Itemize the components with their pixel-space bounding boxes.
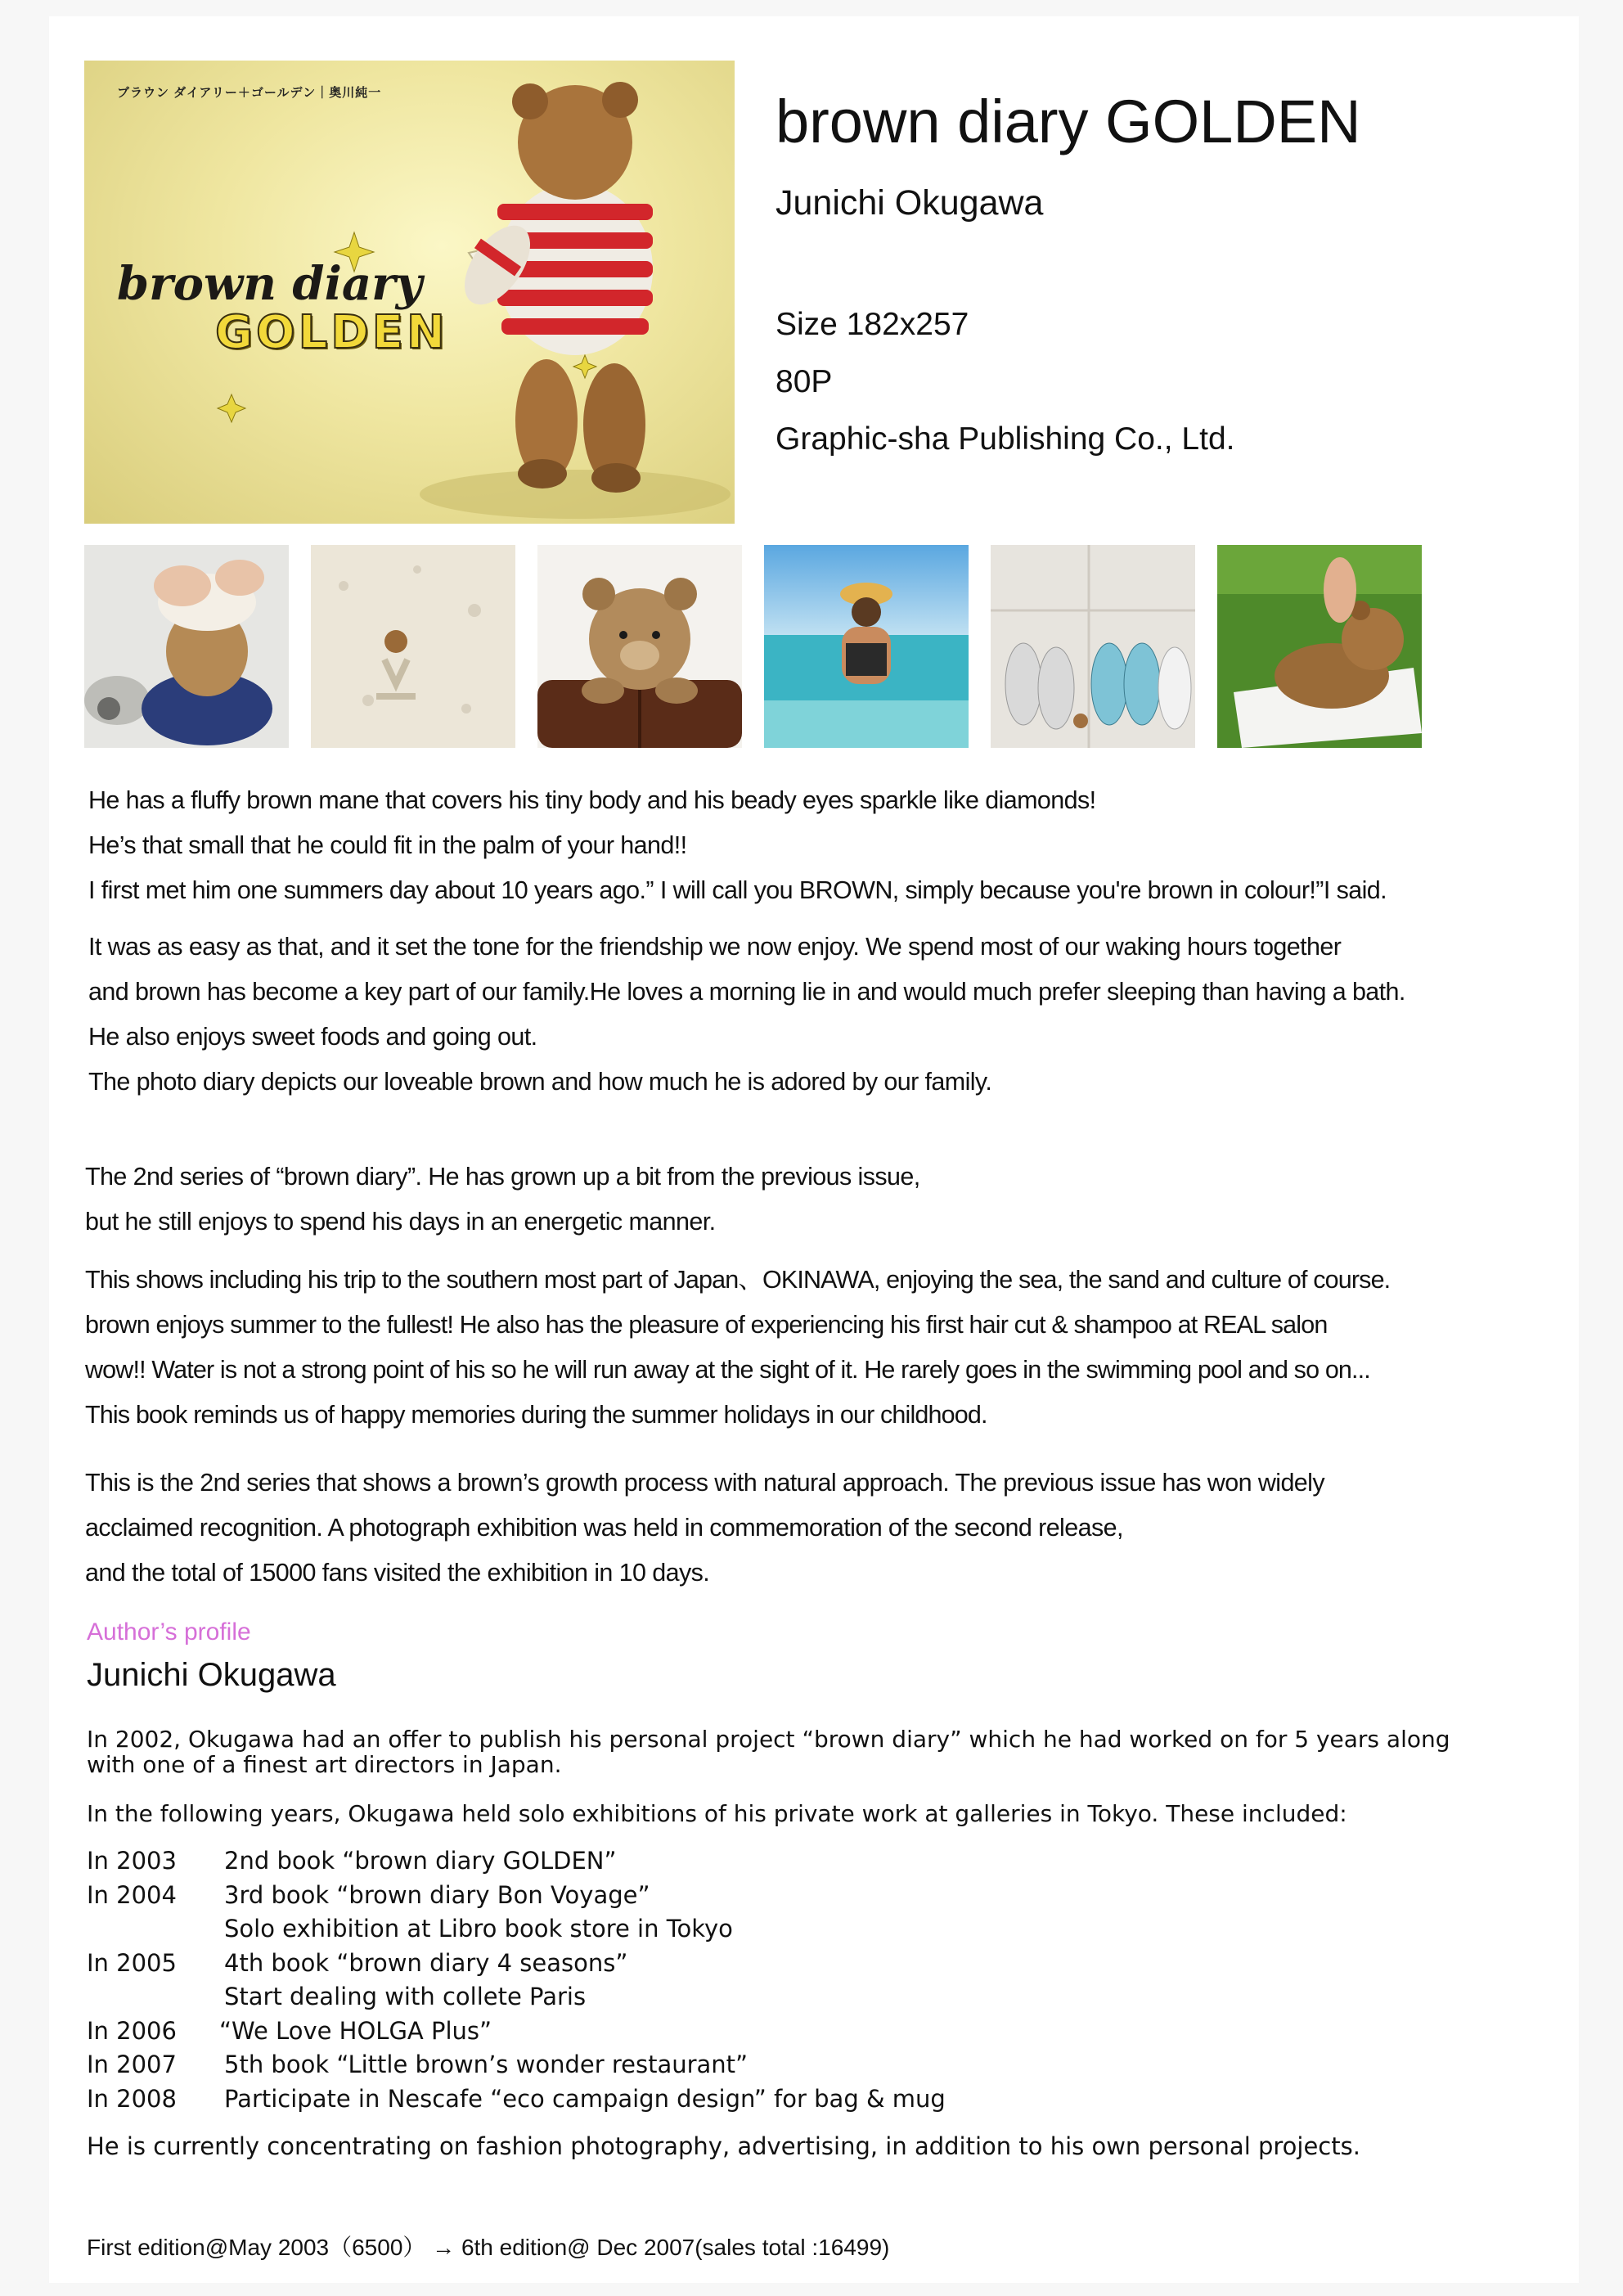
thumbnail-washing-photo bbox=[84, 545, 289, 748]
thumbnail-grass-photo bbox=[1217, 545, 1422, 748]
thumbnail-sofa-photo bbox=[537, 545, 742, 748]
cover-title-brown-diary: brown diary bbox=[117, 257, 423, 311]
profile-closing-text: He is currently concentrating on fashion photography, advertising, in addition to his own personal projects. bbox=[87, 2132, 1360, 2160]
timeline-text: 3rd book “brown diary Bon Voyage” bbox=[224, 1881, 650, 1909]
timeline-year: In 2007 bbox=[87, 2051, 177, 2078]
timeline-text: Solo exhibition at Libro book store in Tokyo bbox=[224, 1915, 733, 1943]
author-profile-label: Author’s profile bbox=[87, 1618, 251, 1645]
text-line: I first met him one summers day about 10 years ago.” I will call you BROWN, simply because you're brown in colour!”I said. bbox=[88, 876, 1387, 904]
text-line: wow!! Water is not a strong point of his so he will run away at the sight of it. He rarely goes in the swimming pool and so on... bbox=[85, 1356, 1370, 1384]
timeline-year: In 2006 bbox=[87, 2017, 177, 2045]
book-size: Size 182x257 bbox=[776, 307, 969, 342]
text-line: The photo diary depicts our loveable brown and how much he is adored by our family. bbox=[88, 1068, 992, 1096]
text-line: but he still enjoys to spend his days in an energetic manner. bbox=[85, 1208, 716, 1236]
cover-title-golden: GOLDEN bbox=[215, 306, 448, 359]
paragraph-growth bbox=[85, 1461, 1582, 1596]
timeline-text: Start dealing with collete Paris bbox=[224, 1983, 587, 2010]
paragraph-second-series bbox=[85, 1155, 1582, 1245]
text-line: This book reminds us of happy memories during the summer holidays in our childhood. bbox=[85, 1401, 987, 1429]
paragraph-okinawa bbox=[85, 1258, 1582, 1438]
edition-footer: First edition@May 2003（6500） → 6th edition@ Dec 2007(sales total :16499) bbox=[87, 2235, 890, 2260]
text-line: He also enjoys sweet foods and going out. bbox=[88, 1023, 537, 1051]
thumbnail-shoes-photo bbox=[991, 545, 1195, 748]
thumbnail-sea-photo bbox=[764, 545, 969, 748]
paragraph-intro bbox=[88, 778, 1585, 913]
book-author: Junichi Okugawa bbox=[776, 183, 1044, 223]
text-line: He has a fluffy brown mane that covers his tiny body and his beady eyes sparkle like diamonds! bbox=[88, 786, 1096, 814]
cover-japanese-header: ブラウン ダイアリー＋ゴールデン｜奥川純一 bbox=[117, 86, 382, 100]
text-line: acclaimed recognition. A photograph exhibition was held in commemoration of the second release, bbox=[85, 1514, 1123, 1542]
profile-intro-line: with one of a finest art directors in Japan. bbox=[87, 1751, 562, 1778]
book-cover-image bbox=[84, 61, 735, 524]
timeline-year: In 2004 bbox=[87, 1881, 177, 1909]
book-pages: 80P bbox=[776, 364, 833, 399]
author-profile-name: Junichi Okugawa bbox=[87, 1657, 336, 1693]
text-line: and the total of 15000 fans visited the exhibition in 10 days. bbox=[85, 1559, 710, 1587]
text-line: and brown has become a key part of our family.He loves a morning lie in and would much prefer sleeping than having a bath. bbox=[88, 978, 1405, 1006]
profile-following-text: In the following years, Okugawa held solo exhibitions of his private work at galleries in Tokyo. These included: bbox=[87, 1800, 1347, 1827]
book-publisher: Graphic-sha Publishing Co., Ltd. bbox=[776, 421, 1235, 457]
text-line: The 2nd series of “brown diary”. He has grown up a bit from the previous issue, bbox=[85, 1163, 920, 1191]
paragraph-friendship bbox=[88, 925, 1585, 1105]
timeline-year: In 2005 bbox=[87, 1949, 177, 1977]
photo-strip bbox=[84, 545, 1426, 750]
text-line: brown enjoys summer to the fullest! He also has the pleasure of experiencing his first hair cut & shampoo at REAL salon bbox=[85, 1311, 1328, 1339]
text-line: This shows including his trip to the southern most part of Japan、OKINAWA, enjoying the sea, the sand and culture of course. bbox=[85, 1266, 1391, 1294]
text-line: It was as easy as that, and it set the tone for the friendship we now enjoy. We spend most of our waking hours together bbox=[88, 933, 1342, 961]
timeline-text: Participate in Nescafe “eco campaign design” for bag & mug bbox=[224, 2085, 946, 2113]
timeline-text: 2nd book “brown diary GOLDEN” bbox=[224, 1847, 617, 1875]
timeline-text: 5th book “Little brown’s wonder restaurant” bbox=[224, 2051, 749, 2078]
book-title: brown diary GOLDEN bbox=[776, 88, 1361, 155]
timeline-text: 4th book “brown diary 4 seasons” bbox=[224, 1949, 628, 1977]
text-line: He’s that small that he could fit in the palm of your hand!! bbox=[88, 831, 687, 859]
profile-intro-line: In 2002, Okugawa had an offer to publish his personal project “brown diary” which he had worked on for 5 years along bbox=[87, 1726, 1450, 1753]
timeline-year: In 2003 bbox=[87, 1847, 177, 1875]
thumbnail-sand-photo bbox=[311, 545, 515, 748]
timeline-year: In 2008 bbox=[87, 2085, 177, 2113]
timeline-text: “We Love HOLGA Plus” bbox=[219, 2017, 492, 2045]
text-line: This is the 2nd series that shows a brown’s growth process with natural approach. The previous issue has won widely bbox=[85, 1469, 1324, 1497]
